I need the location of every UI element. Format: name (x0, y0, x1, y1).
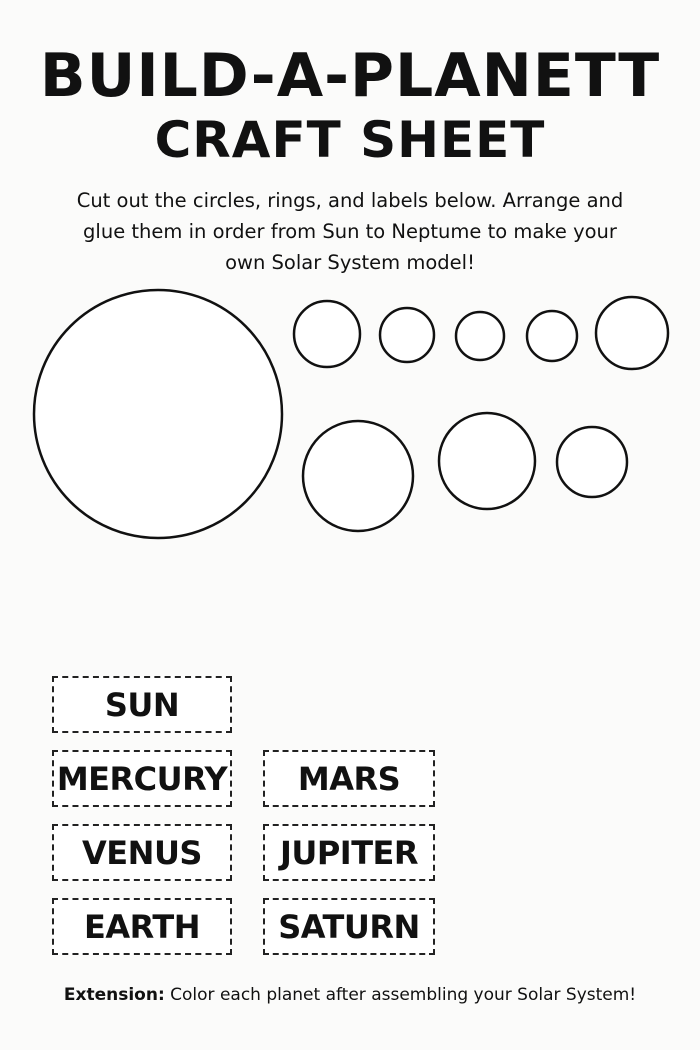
extension-note (0, 982, 700, 1008)
label-jupiter: JUPITER (263, 824, 435, 881)
extension-label: Extension: (63, 985, 165, 1005)
label-saturn: SATURN (263, 898, 435, 955)
title-line-2: CRAFT SHEET (154, 111, 546, 169)
label-mars: MARS (263, 750, 435, 807)
sun-cutout-circle (34, 290, 282, 538)
small-planet-circle-2 (380, 308, 434, 362)
label-mercury: MERCURY (52, 750, 232, 807)
instructions-text: Cut out the circles, rings, and labels below. Arrange and glue them in order from Sun to Neptume to make your own Solar System model! (76, 189, 624, 274)
extension-text: Color each planet after assembling your Solar System! (164, 985, 637, 1005)
large-planet-circle-2 (439, 413, 535, 509)
label-earth: EARTH (52, 898, 232, 955)
small-planet-circle-1 (294, 301, 360, 367)
small-planet-circle-4 (527, 311, 577, 361)
label-sun: SUN (52, 676, 232, 733)
large-planet-circle-3 (557, 427, 627, 497)
small-planet-circle-5 (596, 297, 668, 369)
label-venus: VENUS (52, 824, 232, 881)
small-planet-circle-3 (456, 312, 504, 360)
title-line-1: BUILD-A-PLANETT (39, 41, 661, 111)
large-planet-circle-1 (303, 421, 413, 531)
